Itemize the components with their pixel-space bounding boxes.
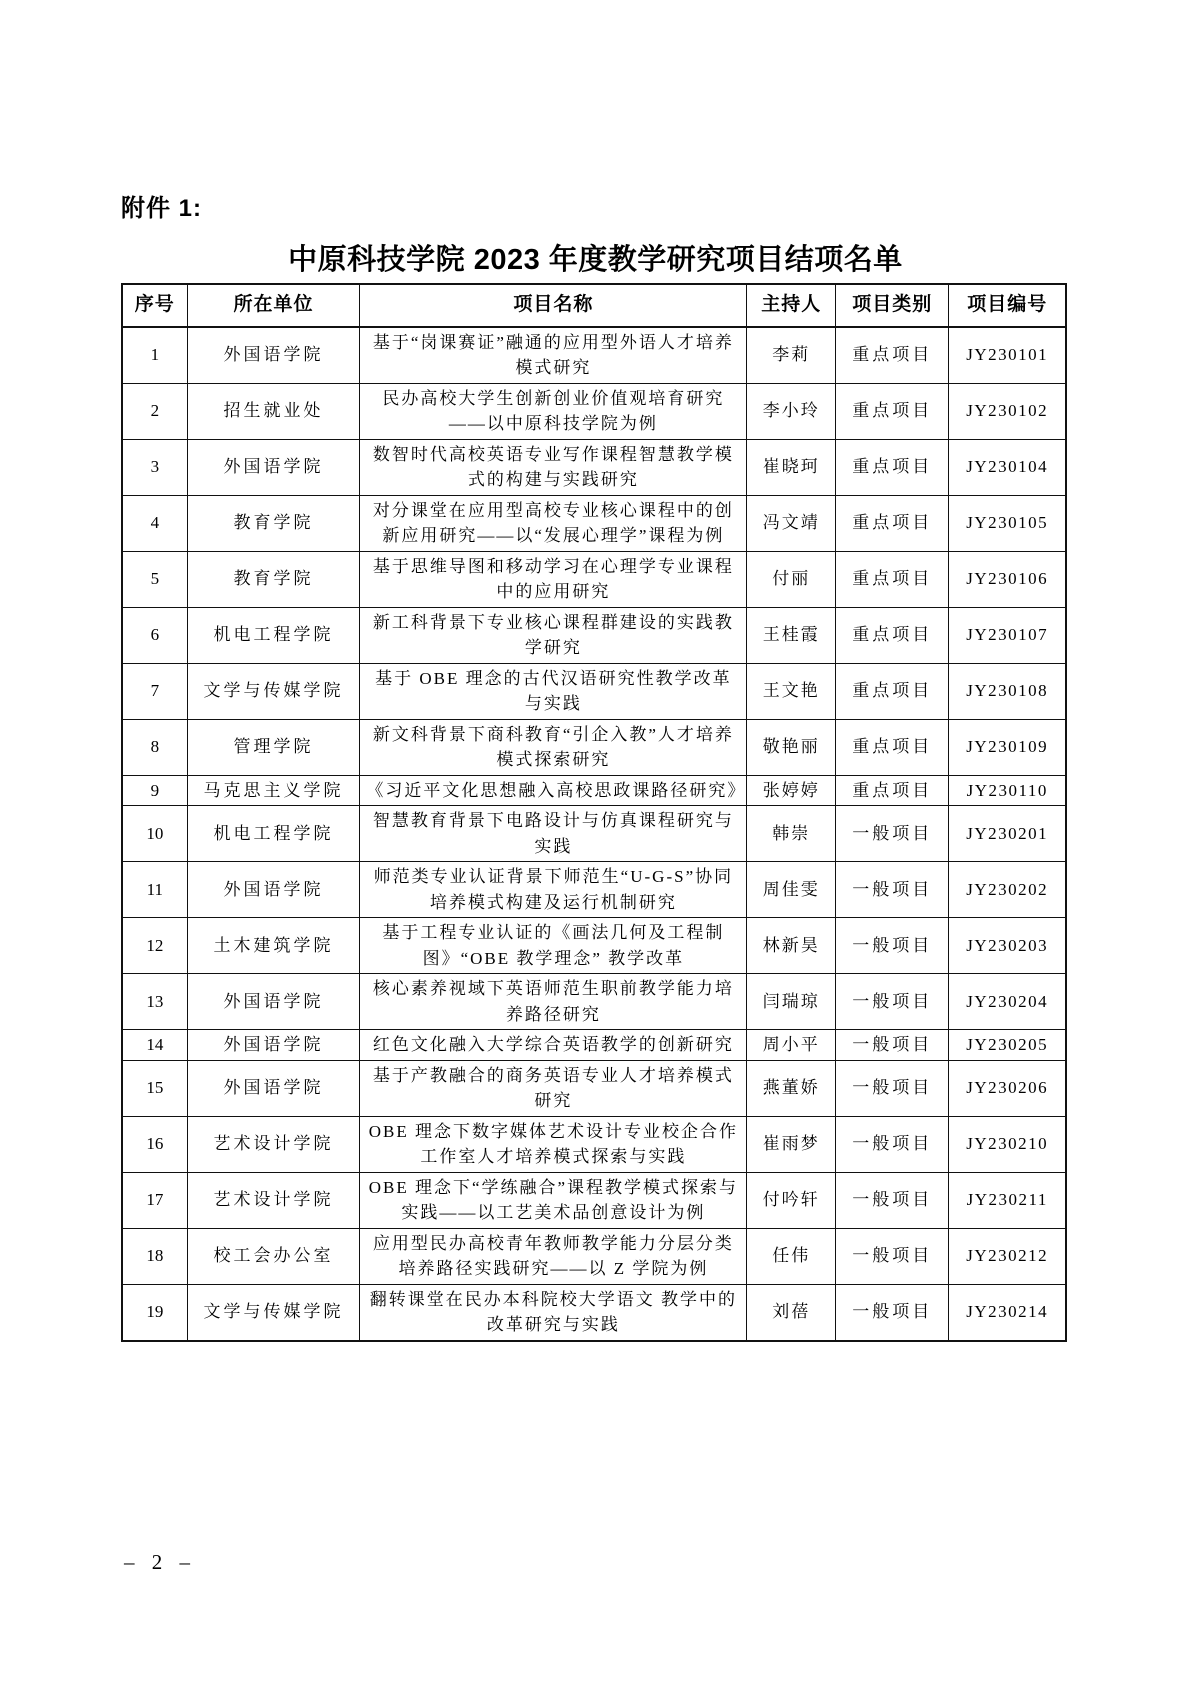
attachment-label: 附件 1: [121,195,203,222]
cell-unit: 艺术设计学院 [187,1116,360,1172]
cell-unit: 招生就业处 [187,383,360,439]
cell-category: 一般项目 [836,918,949,974]
cell-leader: 李小玲 [747,383,836,439]
cell-project-name: 《习近平文化思想融入高校思政课路径研究》 [360,775,747,806]
table-row [122,862,1066,918]
table-row [122,918,1066,974]
cell-project-name: 红色文化融入大学综合英语教学的创新研究 [360,1030,747,1061]
cell-index: 19 [122,1284,187,1341]
cell-index: 5 [122,551,187,607]
col-header-index: 序号 [122,284,187,327]
cell-project-code: JY230212 [949,1228,1066,1284]
cell-project-name: 基于“岗课赛证”融通的应用型外语人才培养模式研究 [360,327,747,384]
cell-project-code: JY230102 [949,383,1066,439]
cell-index: 2 [122,383,187,439]
cell-leader: 李莉 [747,327,836,384]
cell-project-name: 翻转课堂在民办本科院校大学语文 教学中的改革研究与实践 [360,1284,747,1341]
cell-leader: 张婷婷 [747,775,836,806]
cell-project-code: JY230206 [949,1060,1066,1116]
cell-index: 9 [122,775,187,806]
table-row [122,1284,1066,1341]
cell-unit: 外国语学院 [187,1060,360,1116]
cell-index: 6 [122,607,187,663]
table-row [122,439,1066,495]
cell-project-code: JY230108 [949,663,1066,719]
cell-leader: 任伟 [747,1228,836,1284]
table-row [122,1060,1066,1116]
cell-project-name: 智慧教育背景下电路设计与仿真课程研究与实践 [360,806,747,862]
cell-unit: 教育学院 [187,551,360,607]
cell-index: 14 [122,1030,187,1061]
table-row [122,806,1066,862]
table-row [122,551,1066,607]
cell-leader: 付吟轩 [747,1172,836,1228]
cell-unit: 管理学院 [187,719,360,775]
cell-unit: 外国语学院 [187,327,360,384]
table-row [122,719,1066,775]
cell-project-code: JY230110 [949,775,1066,806]
cell-leader: 闫瑞琼 [747,974,836,1030]
col-header-project-code: 项目编号 [949,284,1066,327]
cell-leader: 崔晓珂 [747,439,836,495]
cell-project-name: 基于工程专业认证的《画法几何及工程制图》“OBE 教学理念” 教学改革 [360,918,747,974]
col-header-unit: 所在单位 [187,284,360,327]
cell-project-code: JY230211 [949,1172,1066,1228]
cell-category: 一般项目 [836,1228,949,1284]
cell-project-code: JY230205 [949,1030,1066,1061]
cell-category: 重点项目 [836,327,949,384]
cell-project-code: JY230109 [949,719,1066,775]
cell-unit: 艺术设计学院 [187,1172,360,1228]
cell-index: 16 [122,1116,187,1172]
cell-category: 重点项目 [836,439,949,495]
cell-index: 12 [122,918,187,974]
cell-project-name: 民办高校大学生创新创业价值观培育研究——以中原科技学院为例 [360,383,747,439]
cell-unit: 土木建筑学院 [187,918,360,974]
table-row [122,1030,1066,1061]
cell-project-code: JY230202 [949,862,1066,918]
cell-leader: 周小平 [747,1030,836,1061]
table-row [122,607,1066,663]
cell-unit: 马克思主义学院 [187,775,360,806]
cell-unit: 文学与传媒学院 [187,663,360,719]
cell-category: 一般项目 [836,1284,949,1341]
cell-leader: 王文艳 [747,663,836,719]
table-row [122,775,1066,806]
cell-category: 一般项目 [836,1030,949,1061]
cell-category: 重点项目 [836,663,949,719]
projects-table [121,283,1067,1342]
cell-project-code: JY230201 [949,806,1066,862]
cell-project-code: JY230107 [949,607,1066,663]
cell-index: 11 [122,862,187,918]
table-header-row [122,284,1066,327]
cell-category: 一般项目 [836,974,949,1030]
cell-project-code: JY230204 [949,974,1066,1030]
cell-project-name: 新文科背景下商科教育“引企入教”人才培养模式探索研究 [360,719,747,775]
cell-project-code: JY230101 [949,327,1066,384]
cell-index: 4 [122,495,187,551]
cell-project-name: 基于 OBE 理念的古代汉语研究性教学改革与实践 [360,663,747,719]
cell-project-code: JY230214 [949,1284,1066,1341]
cell-index: 17 [122,1172,187,1228]
table-row [122,663,1066,719]
cell-leader: 冯文靖 [747,495,836,551]
cell-unit: 外国语学院 [187,439,360,495]
cell-project-code: JY230203 [949,918,1066,974]
cell-index: 8 [122,719,187,775]
cell-index: 7 [122,663,187,719]
cell-leader: 燕董娇 [747,1060,836,1116]
projects-table-container [121,283,1067,1342]
cell-unit: 外国语学院 [187,974,360,1030]
cell-unit: 外国语学院 [187,1030,360,1061]
table-row [122,1228,1066,1284]
cell-leader: 王桂霞 [747,607,836,663]
cell-index: 18 [122,1228,187,1284]
table-row [122,1116,1066,1172]
cell-leader: 付丽 [747,551,836,607]
cell-project-name: OBE 理念下数字媒体艺术设计专业校企合作工作室人才培养模式探索与实践 [360,1116,747,1172]
table-row [122,327,1066,384]
cell-project-name: 核心素养视域下英语师范生职前教学能力培养路径研究 [360,974,747,1030]
cell-category: 一般项目 [836,1172,949,1228]
cell-unit: 机电工程学院 [187,607,360,663]
cell-project-name: 基于产教融合的商务英语专业人才培养模式研究 [360,1060,747,1116]
cell-index: 1 [122,327,187,384]
cell-category: 重点项目 [836,607,949,663]
cell-category: 一般项目 [836,862,949,918]
cell-index: 10 [122,806,187,862]
cell-index: 15 [122,1060,187,1116]
cell-index: 3 [122,439,187,495]
table-row [122,974,1066,1030]
cell-project-name: OBE 理念下“学练融合”课程教学模式探索与实践——以工艺美术品创意设计为例 [360,1172,747,1228]
cell-leader: 林新昊 [747,918,836,974]
cell-unit: 教育学院 [187,495,360,551]
col-header-leader: 主持人 [747,284,836,327]
projects-table-body [122,327,1066,1341]
cell-leader: 周佳雯 [747,862,836,918]
table-row [122,383,1066,439]
cell-leader: 崔雨梦 [747,1116,836,1172]
cell-category: 重点项目 [836,551,949,607]
table-row [122,495,1066,551]
table-row [122,1172,1066,1228]
cell-project-name: 应用型民办高校青年教师教学能力分层分类培养路径实践研究——以 Z 学院为例 [360,1228,747,1284]
col-header-category: 项目类别 [836,284,949,327]
cell-category: 重点项目 [836,495,949,551]
cell-project-code: JY230210 [949,1116,1066,1172]
cell-unit: 校工会办公室 [187,1228,360,1284]
cell-project-code: JY230106 [949,551,1066,607]
cell-leader: 刘蓓 [747,1284,836,1341]
page-title: 中原科技学院 2023 年度教学研究项目结项名单 [288,244,903,276]
cell-project-name: 师范类专业认证背景下师范生“U-G-S”协同培养模式构建及运行机制研究 [360,862,747,918]
cell-category: 重点项目 [836,383,949,439]
cell-project-name: 基于思维导图和移动学习在心理学专业课程中的应用研究 [360,551,747,607]
cell-category: 重点项目 [836,775,949,806]
cell-unit: 外国语学院 [187,862,360,918]
cell-leader: 韩崇 [747,806,836,862]
cell-project-name: 新工科背景下专业核心课程群建设的实践教学研究 [360,607,747,663]
cell-category: 一般项目 [836,806,949,862]
page-number: – 2 – [124,1550,196,1574]
cell-category: 一般项目 [836,1116,949,1172]
cell-unit: 机电工程学院 [187,806,360,862]
cell-project-code: JY230105 [949,495,1066,551]
cell-index: 13 [122,974,187,1030]
cell-leader: 敬艳丽 [747,719,836,775]
col-header-project-name: 项目名称 [360,284,747,327]
cell-project-name: 对分课堂在应用型高校专业核心课程中的创新应用研究——以“发展心理学”课程为例 [360,495,747,551]
cell-category: 一般项目 [836,1060,949,1116]
cell-category: 重点项目 [836,719,949,775]
cell-project-name: 数智时代高校英语专业写作课程智慧教学模式的构建与实践研究 [360,439,747,495]
cell-unit: 文学与传媒学院 [187,1284,360,1341]
cell-project-code: JY230104 [949,439,1066,495]
